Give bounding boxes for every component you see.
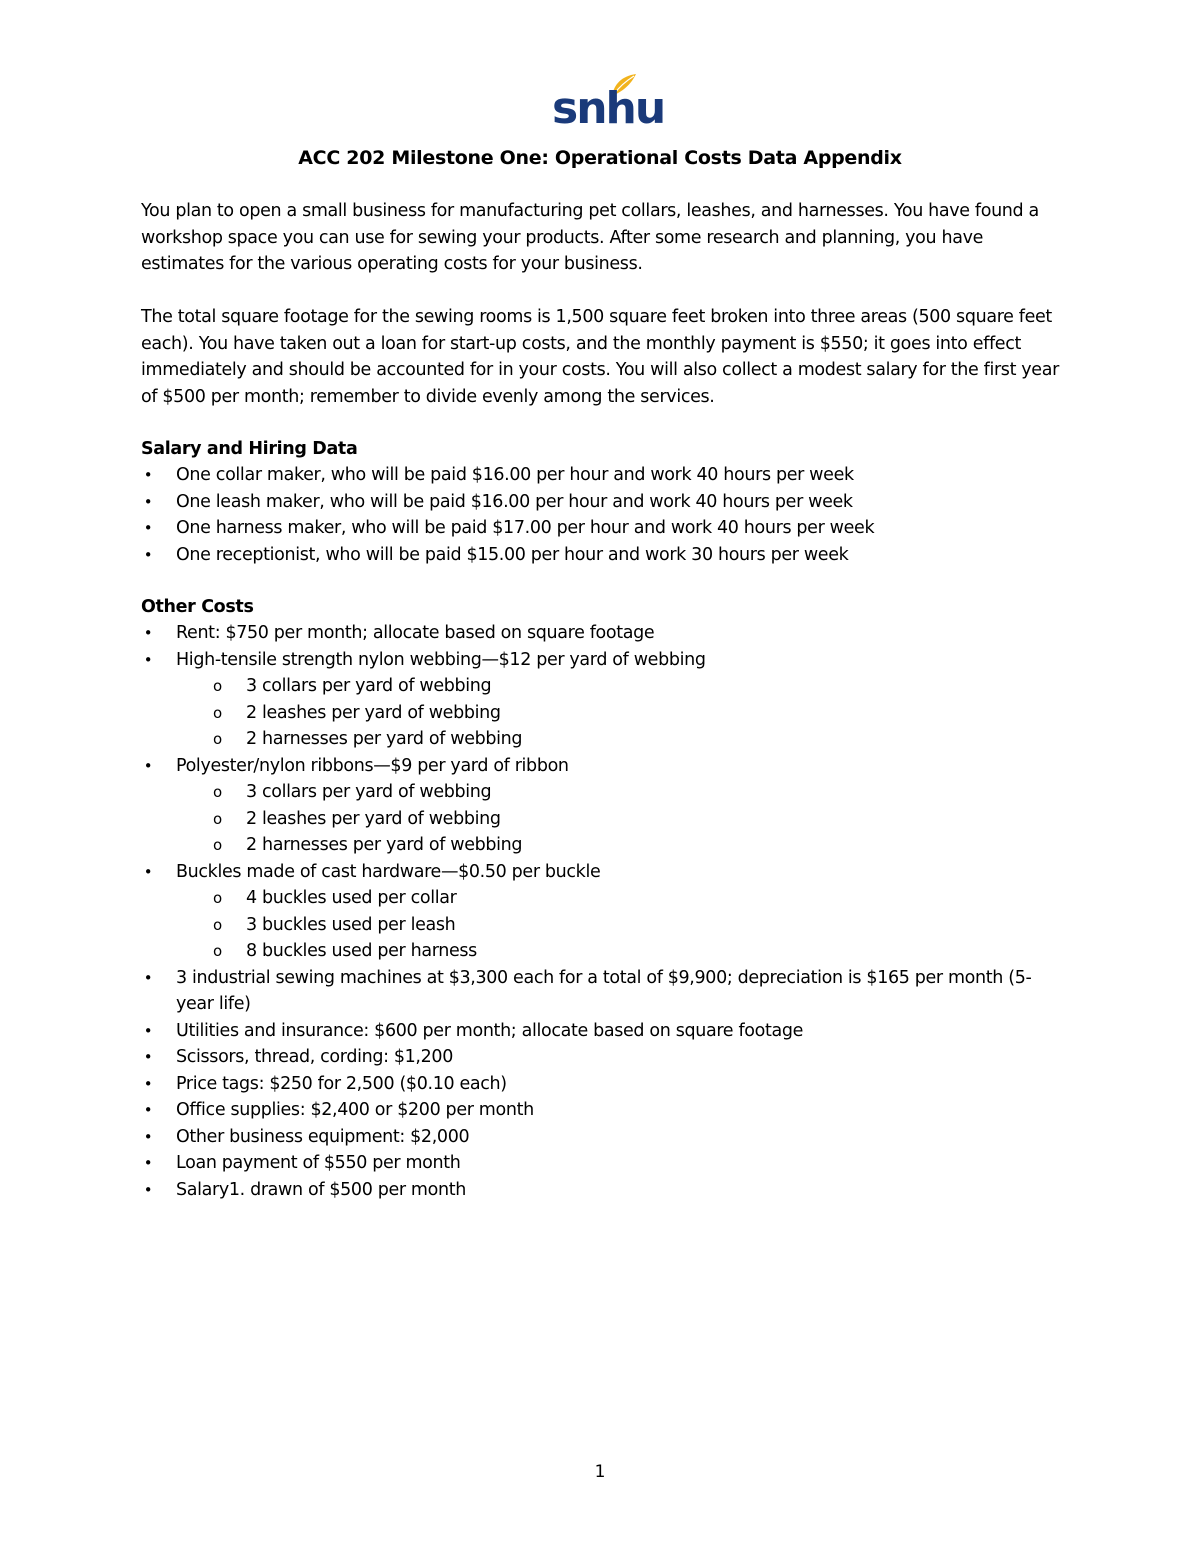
- bullet-icon: •: [143, 1180, 153, 1199]
- sub-list-item: [141, 885, 1061, 912]
- other-costs-heading: Other Costs: [141, 597, 254, 617]
- sub-bullet-icon: o: [213, 809, 222, 828]
- snhu-logo: [552, 72, 665, 134]
- sub-list-item-text: 3 collars per yard of webbing: [246, 782, 492, 802]
- salary-list-item-text: One collar maker, who will be paid $16.00 per hour and work 40 hours per week: [176, 465, 854, 485]
- other-costs-list-item: [141, 647, 1061, 674]
- sub-list-item-text: 2 harnesses per yard of webbing: [246, 835, 523, 855]
- sub-list-item-text: 2 harnesses per yard of webbing: [246, 729, 523, 749]
- bullet-icon: •: [143, 968, 153, 987]
- other-costs-list-item-text: Other business equipment: $2,000: [176, 1126, 470, 1147]
- sub-list-item-text: 2 leashes per yard of webbing: [246, 808, 501, 829]
- other-costs-list-item-text: 3 industrial sewing machines at $3,300 each for a total of $9,900; depreciation is $165 per month (5-year life): [176, 967, 1032, 1014]
- details-paragraph: The total square footage for the sewing rooms is 1,500 square feet broken into three areas (500 square feet each). You have taken out a loan for start-up costs, and the monthly payment is $550; it goes into effect immediately and should be accounted for in your costs. You will also collect a modest salary for the first year of $500 per month; remember to divide evenly among the services.: [141, 307, 1059, 407]
- other-costs-list-item: [141, 1177, 1061, 1204]
- bullet-icon: •: [143, 1127, 153, 1146]
- other-costs-list-item-text: Office supplies: $2,400 or $200 per month: [176, 1100, 534, 1120]
- sub-bullet-icon: o: [213, 677, 222, 695]
- bullet-icon: •: [143, 624, 153, 642]
- salary-list-item: [141, 462, 1061, 489]
- other-costs-list-item: [141, 1071, 1061, 1098]
- sub-list-item: [141, 726, 1061, 753]
- sub-list-item: [141, 832, 1061, 859]
- other-costs-list-item-text: Price tags: $250 for 2,500 ($0.10 each): [176, 1073, 507, 1094]
- page-title: ACC 202 Milestone One: Operational Costs Data Appendix: [298, 147, 902, 169]
- bullet-icon: •: [143, 492, 153, 511]
- other-costs-list-item-text: Salary1. drawn of $500 per month: [176, 1179, 466, 1200]
- sub-bullet-icon: o: [213, 730, 222, 748]
- other-costs-list-item: [141, 859, 1061, 886]
- other-costs-list-item: [141, 620, 1061, 647]
- sub-list-item: [141, 779, 1061, 806]
- bullet-icon: •: [143, 650, 153, 669]
- sub-list-item-text: 4 buckles used per collar: [246, 888, 457, 908]
- other-costs-list-item: [141, 1018, 1061, 1045]
- page-number: 1: [594, 1462, 606, 1482]
- salary-list-item-text: One leash maker, who will be paid $16.00 per hour and work 40 hours per week: [176, 491, 853, 512]
- sub-bullet-icon: o: [213, 942, 222, 960]
- other-costs-list-item-text: High-tensile strength nylon webbing—$12 per yard of webbing: [176, 649, 706, 670]
- other-costs-list-item-text: Buckles made of cast hardware—$0.50 per buckle: [176, 861, 601, 882]
- other-costs-list-item-text: Scissors, thread, cording: $1,200: [176, 1047, 453, 1067]
- other-costs-list-item: [141, 1044, 1061, 1071]
- sub-bullet-icon: o: [213, 836, 222, 854]
- other-costs-list-item-text: Utilities and insurance: $600 per month; allocate based on square footage: [176, 1020, 804, 1041]
- logo-wordmark: snhu: [552, 83, 665, 134]
- bullet-icon: •: [143, 756, 153, 775]
- bullet-icon: •: [143, 1074, 153, 1093]
- bullet-icon: •: [143, 1154, 153, 1172]
- sub-bullet-icon: o: [213, 889, 222, 907]
- sub-list-item-text: 8 buckles used per harness: [246, 941, 477, 961]
- sub-list-item-text: 2 leashes per yard of webbing: [246, 702, 501, 723]
- sub-list-item: [141, 700, 1061, 727]
- other-costs-list-item: [141, 1150, 1061, 1177]
- other-costs-list: [141, 620, 1061, 1203]
- other-costs-list-item-text: Rent: $750 per month; allocate based on square footage: [176, 623, 655, 643]
- other-costs-list-item-text: Loan payment of $550 per month: [176, 1153, 461, 1173]
- salary-list-item-text: One harness maker, who will be paid $17.00 per hour and work 40 hours per week: [176, 518, 875, 538]
- sub-bullet-icon: o: [213, 783, 222, 801]
- bullet-icon: •: [143, 519, 153, 537]
- sub-list-item: [141, 806, 1061, 833]
- salary-list: [141, 462, 1061, 568]
- bullet-icon: •: [143, 1101, 153, 1119]
- bullet-icon: •: [143, 545, 153, 564]
- bullet-icon: •: [143, 862, 153, 881]
- salary-list-item-text: One receptionist, who will be paid $15.00 per hour and work 30 hours per week: [176, 544, 849, 565]
- sub-bullet-icon: o: [213, 703, 222, 722]
- sub-list-item: [141, 938, 1061, 965]
- sub-list-item-text: 3 buckles used per leash: [246, 914, 456, 935]
- sub-list-item: [141, 673, 1061, 700]
- sub-bullet-icon: o: [213, 915, 222, 934]
- other-costs-list-item: [141, 753, 1061, 780]
- salary-list-item: [141, 515, 1061, 542]
- other-costs-list-item-text: Polyester/nylon ribbons—$9 per yard of ribbon: [176, 755, 569, 776]
- sub-list-item: [141, 912, 1061, 939]
- bullet-icon: •: [143, 1048, 153, 1066]
- intro-paragraph: You plan to open a small business for manufacturing pet collars, leashes, and harnesses. You have found a workshop space you can use for sewing your products. After some research and planning, you have estimates for the various operating costs for your business.: [141, 201, 1039, 274]
- other-costs-list-item: [141, 1097, 1061, 1124]
- bullet-icon: •: [143, 466, 153, 484]
- other-costs-list-item: [141, 1124, 1061, 1151]
- salary-heading: Salary and Hiring Data: [141, 439, 358, 459]
- bullet-icon: •: [143, 1021, 153, 1040]
- salary-list-item: [141, 542, 1061, 569]
- sub-list-item-text: 3 collars per yard of webbing: [246, 676, 492, 696]
- salary-list-item: [141, 489, 1061, 516]
- other-costs-list-item: [141, 965, 1061, 1018]
